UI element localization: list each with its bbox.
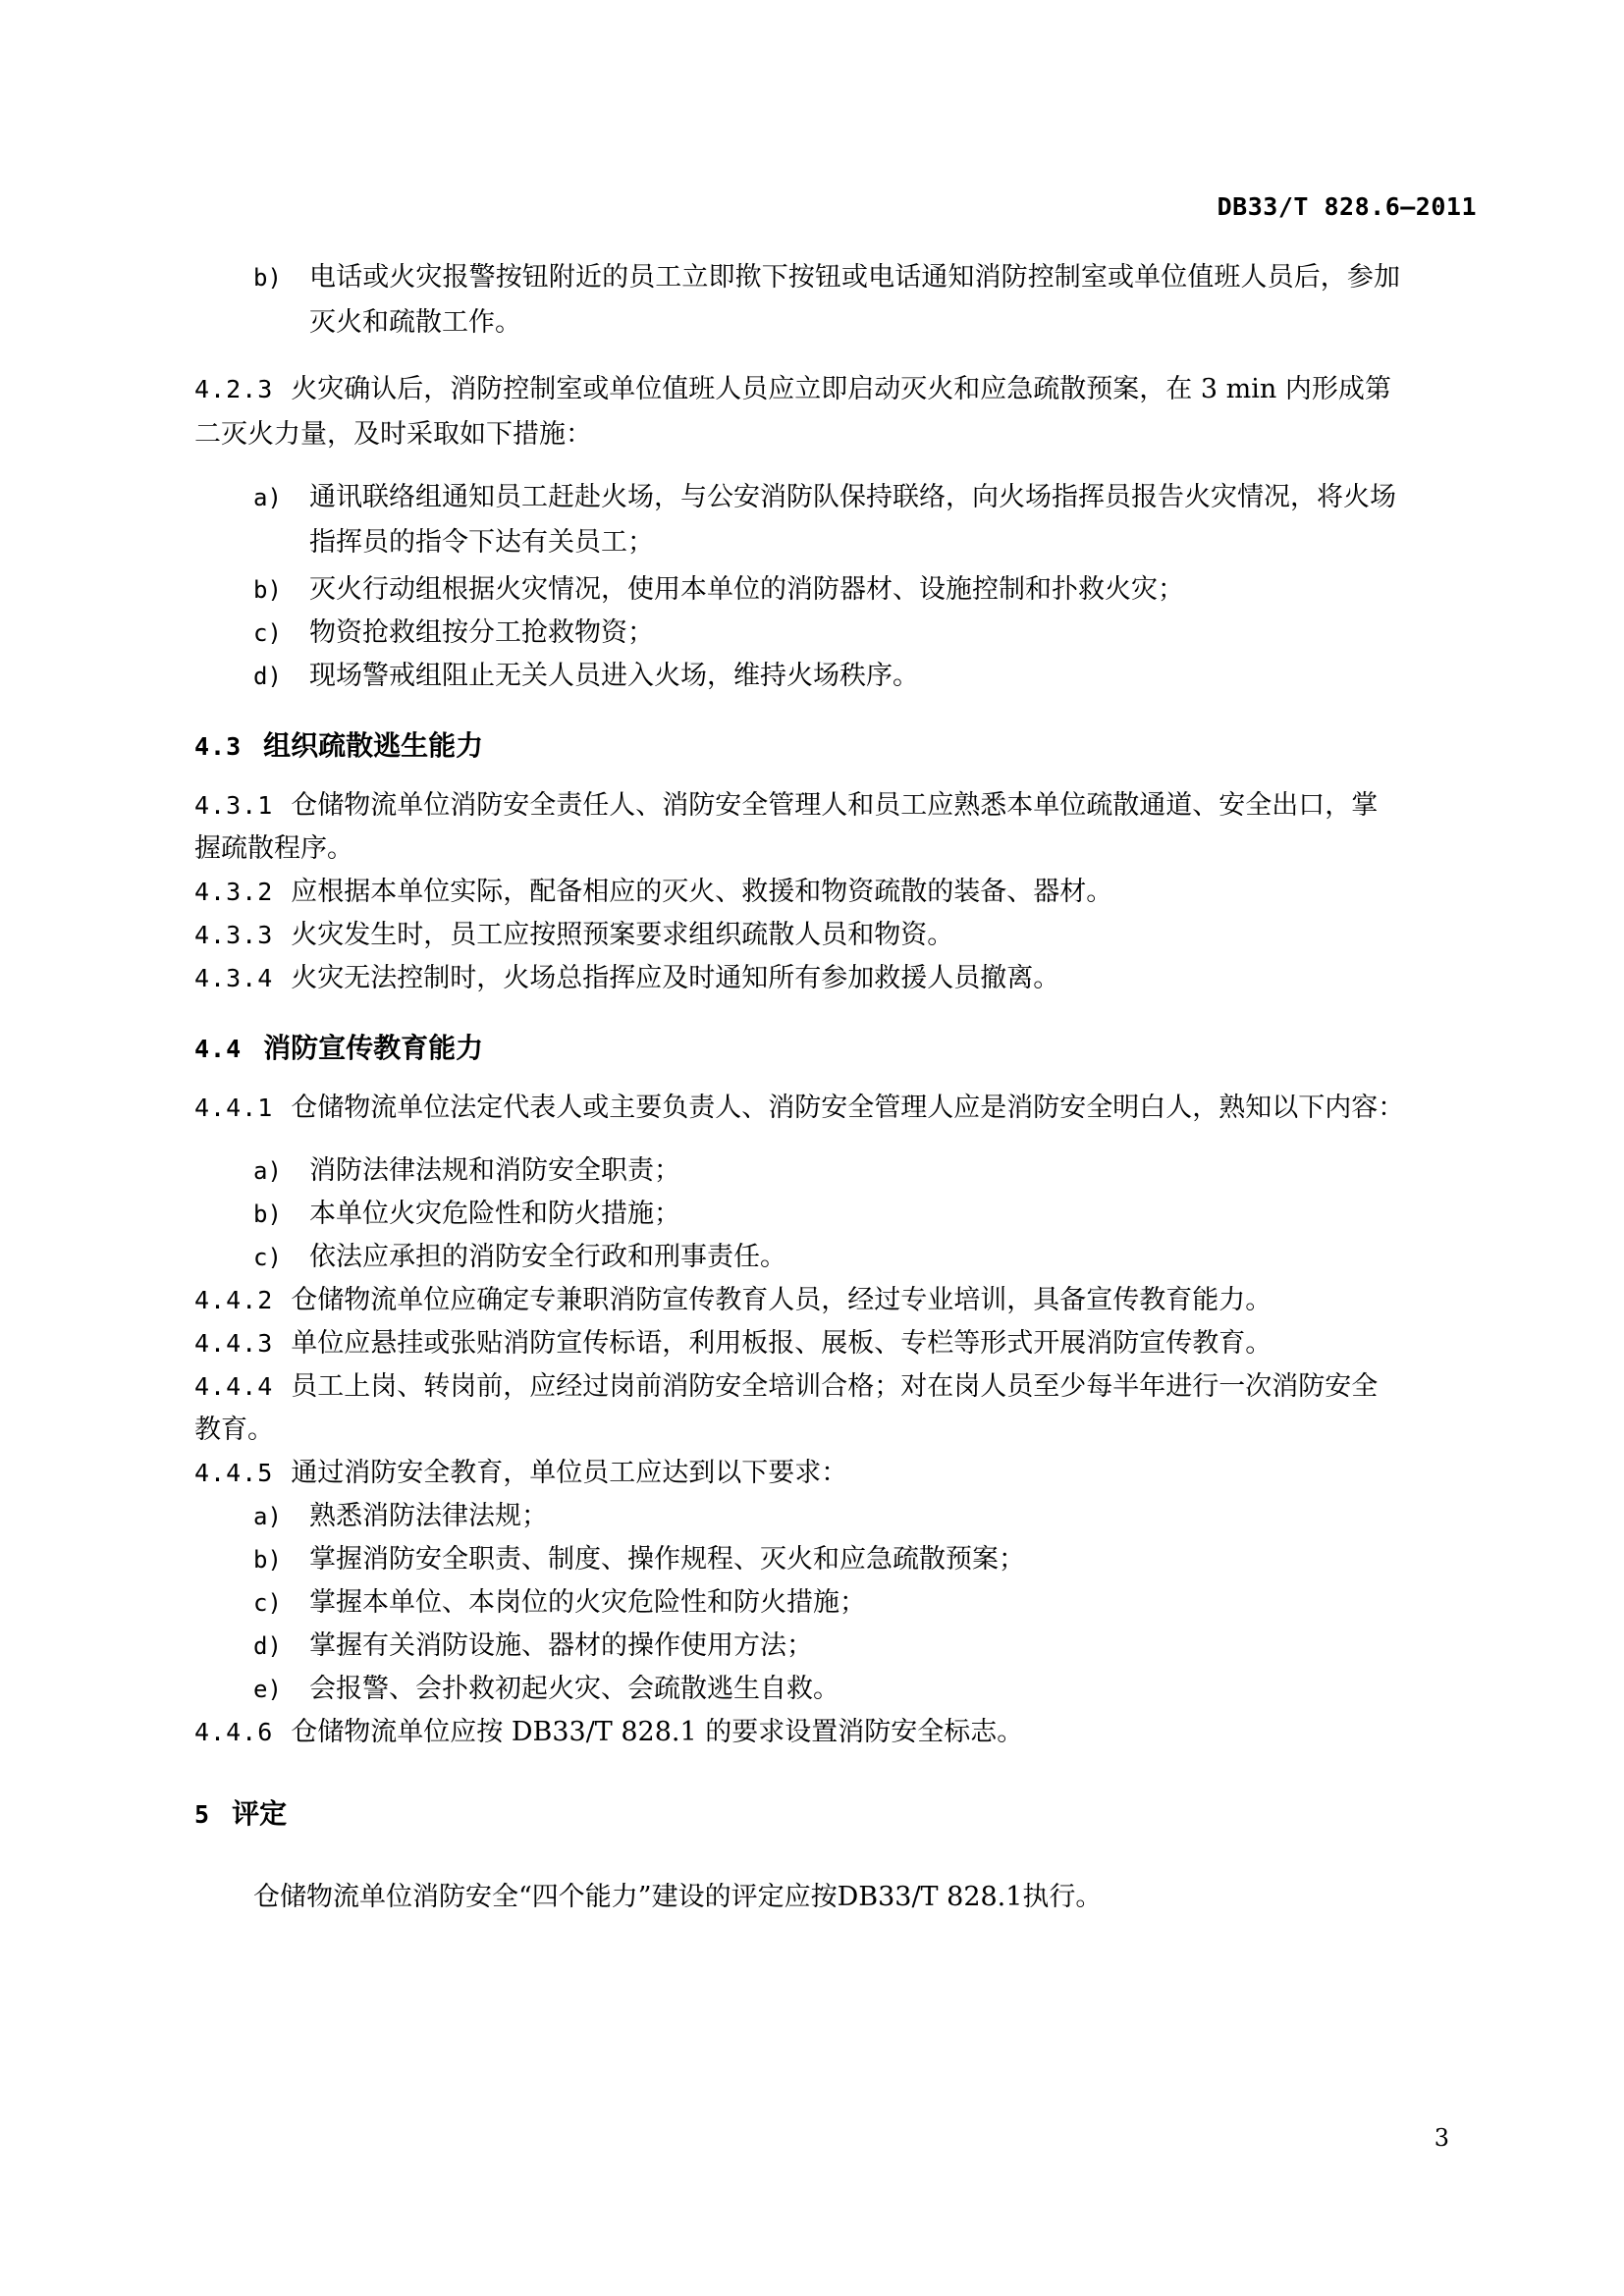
list-text: 物资抢救组按分工抢救物资； [309,617,654,648]
clause-text: 教育。 [194,1415,274,1445]
list-marker: d) [253,1632,282,1660]
clause-text: 火灾发生时，员工应按照预案要求组织疏散人员和物资。 [291,920,954,950]
clause-number: 4.4.5 [194,1459,274,1487]
clause-text: 员工上岗、转岗前，应经过岗前消防安全培训合格；对在岗人员至少每半年进行一次消防安全 [291,1371,1379,1402]
list-text: 通讯联络组通知员工赶赴火场，与公安消防队保持联络，向火场指挥员报告火灾情况，将火场 [309,482,1396,512]
list-text: 现场警戒组阻止无关人员进入火场，维持火场秩序。 [309,661,919,691]
clause-text: 应根据本单位实际，配备相应的灭火、救援和物资疏散的装备、器材。 [291,877,1113,907]
clause-text: 仓储物流单位法定代表人或主要负责人、消防安全管理人应是消防安全明白人，熟知以下内容： [291,1093,1405,1123]
list-marker: a) [253,1503,282,1530]
section-heading-4-4 [194,1027,483,1066]
clause-4-4-4-continuation [194,1414,1477,1447]
evaluation-paragraph: 仓储物流单位消防安全“四个能力”建设的评定应按DB33/T 828.1执行。 [253,1882,1103,1912]
clause-text: 火灾无法控制时，火场总指挥应及时通知所有参加救援人员撤离。 [291,963,1060,993]
clause-text: 通过消防安全教育，单位员工应达到以下要求： [291,1458,848,1488]
section-title: 消防宣传教育能力 [263,1032,484,1064]
list-marker: b) [253,1546,282,1574]
clause-4-3-4 [194,962,1477,995]
list-marker: e) [253,1676,282,1703]
list-text: 掌握本单位、本岗位的火灾危险性和防火措施； [309,1587,866,1618]
clause-number: 4.3.1 [194,791,274,820]
clause-number: 4.2.3 [194,375,274,403]
list-text: 灭火行动组根据火灾情况，使用本单位的消防器材、设施控制和扑救火灾； [309,574,1184,605]
section-title: 评定 [232,1797,288,1830]
list-text: 电话或火灾报警按钮附近的员工立即揿下按钮或电话通知消防控制室或单位值班人员后，参加 [309,262,1401,293]
list-text: 消防法律法规和消防安全职责； [309,1155,680,1186]
clause-number: 4.4.4 [194,1372,274,1401]
clause-4-2-3 [194,373,1477,406]
clause-text: 仓储物流单位应确定专兼职消防宣传教育人员，经过专业培训，具备宣传教育能力。 [291,1285,1272,1315]
clause-number: 4.3.2 [194,878,274,906]
clause-text: 仓储物流单位应按 DB33/T 828.1 的要求设置消防安全标志。 [291,1717,1024,1747]
list-text: 灭火和疏散工作。 [309,307,521,338]
page-number: 3 [1434,2124,1449,2152]
clause-4-3-1-continuation [194,832,1477,866]
list-text: 熟悉消防法律法规； [309,1501,548,1531]
list-marker: d) [253,663,282,690]
list-text: 指挥员的指令下达有关员工； [309,527,654,558]
clause-text: 握疏散程序。 [194,833,353,864]
clause-4-2-3-continuation [194,418,1477,452]
clause-number: 4.3.4 [194,964,274,992]
section-title: 组织疏散逃生能力 [263,729,484,762]
clause-number: 4.4.2 [194,1286,274,1314]
section-heading-5 [194,1792,287,1832]
list-marker: c) [253,619,282,647]
list-text: 本单位火灾危险性和防火措施； [309,1199,680,1229]
clause-4-3-3 [194,919,1477,952]
list-marker: b) [253,264,282,292]
clause-text: 仓储物流单位消防安全责任人、消防安全管理人和员工应熟悉本单位疏散通道、安全出口，掌 [291,790,1379,821]
section-number: 4.3 [194,732,243,761]
clause-text: 单位应悬挂或张贴消防宣传标语，利用板报、展板、专栏等形式开展消防宣传教育。 [291,1328,1272,1359]
clause-4-4-4 [194,1370,1477,1404]
list-marker: b) [253,1201,282,1228]
clause-4-3-2 [194,876,1477,909]
clause-number: 4.4.6 [194,1718,274,1746]
clause-4-3-1 [194,789,1477,823]
clause-number: 4.4.1 [194,1094,274,1122]
clause-text: 二灭火力量，及时采取如下措施： [194,419,592,450]
list-marker: a) [253,484,282,511]
section-number: 5 [194,1800,211,1829]
clause-number: 4.3.3 [194,921,274,949]
list-text: 掌握有关消防设施、器材的操作使用方法； [309,1630,813,1661]
list-marker: a) [253,1157,282,1185]
clause-4-4-5 [194,1457,1477,1490]
clause-text: 火灾确认后，消防控制室或单位值班人员应立即启动灭火和应急疏散预案，在 3 min 内形成第 [291,374,1391,404]
clause-4-4-6 [194,1716,1477,1749]
standard-code: DB33/T 828.6—2011 [1217,192,1477,221]
list-marker: c) [253,1244,282,1271]
list-text: 掌握消防安全职责、制度、操作规程、灭火和应急疏散预案； [309,1544,1025,1575]
list-marker: c) [253,1589,282,1617]
list-text: 依法应承担的消防安全行政和刑事责任。 [309,1242,786,1272]
clause-number: 4.4.3 [194,1329,274,1358]
clause-4-4-2 [194,1284,1477,1317]
clause-4-4-3 [194,1327,1477,1361]
section-number: 4.4 [194,1035,243,1063]
clause-4-4-1 [194,1092,1477,1125]
list-marker: b) [253,576,282,604]
list-text: 会报警、会扑救初起火灾、会疏散逃生自救。 [309,1674,839,1704]
section-heading-4-3 [194,724,483,764]
